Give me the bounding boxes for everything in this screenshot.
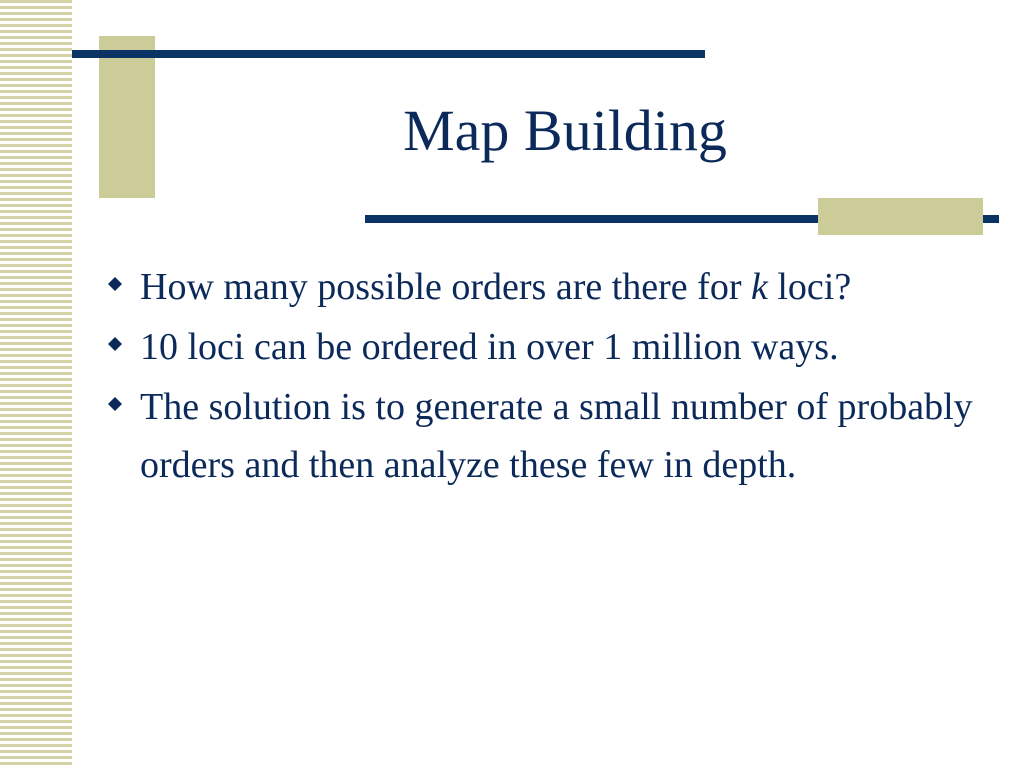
bullet-text: 10 loci can be ordered in over 1 million ways. <box>140 326 839 368</box>
diamond-icon <box>108 277 122 291</box>
title-rule-top <box>72 50 705 58</box>
bullet-item <box>106 258 986 316</box>
diamond-icon <box>108 397 122 411</box>
bullet-item <box>106 378 986 494</box>
bullet-text <box>140 266 851 308</box>
slide-title: Map Building <box>403 98 727 163</box>
bullet-text-italic: k <box>750 266 768 308</box>
accent-block-right <box>818 198 983 235</box>
diamond-icon <box>108 337 122 351</box>
bullet-text: The solution is to generate a small number of probably orders and then analyze these few in depth. <box>140 386 973 486</box>
bullet-list <box>106 258 986 496</box>
decorative-stripes <box>0 0 72 768</box>
accent-block-top <box>99 36 155 198</box>
bullet-text-part: loci? <box>767 266 852 308</box>
bullet-text-part: How many possible orders are there for <box>140 266 751 308</box>
bullet-item <box>106 318 986 376</box>
